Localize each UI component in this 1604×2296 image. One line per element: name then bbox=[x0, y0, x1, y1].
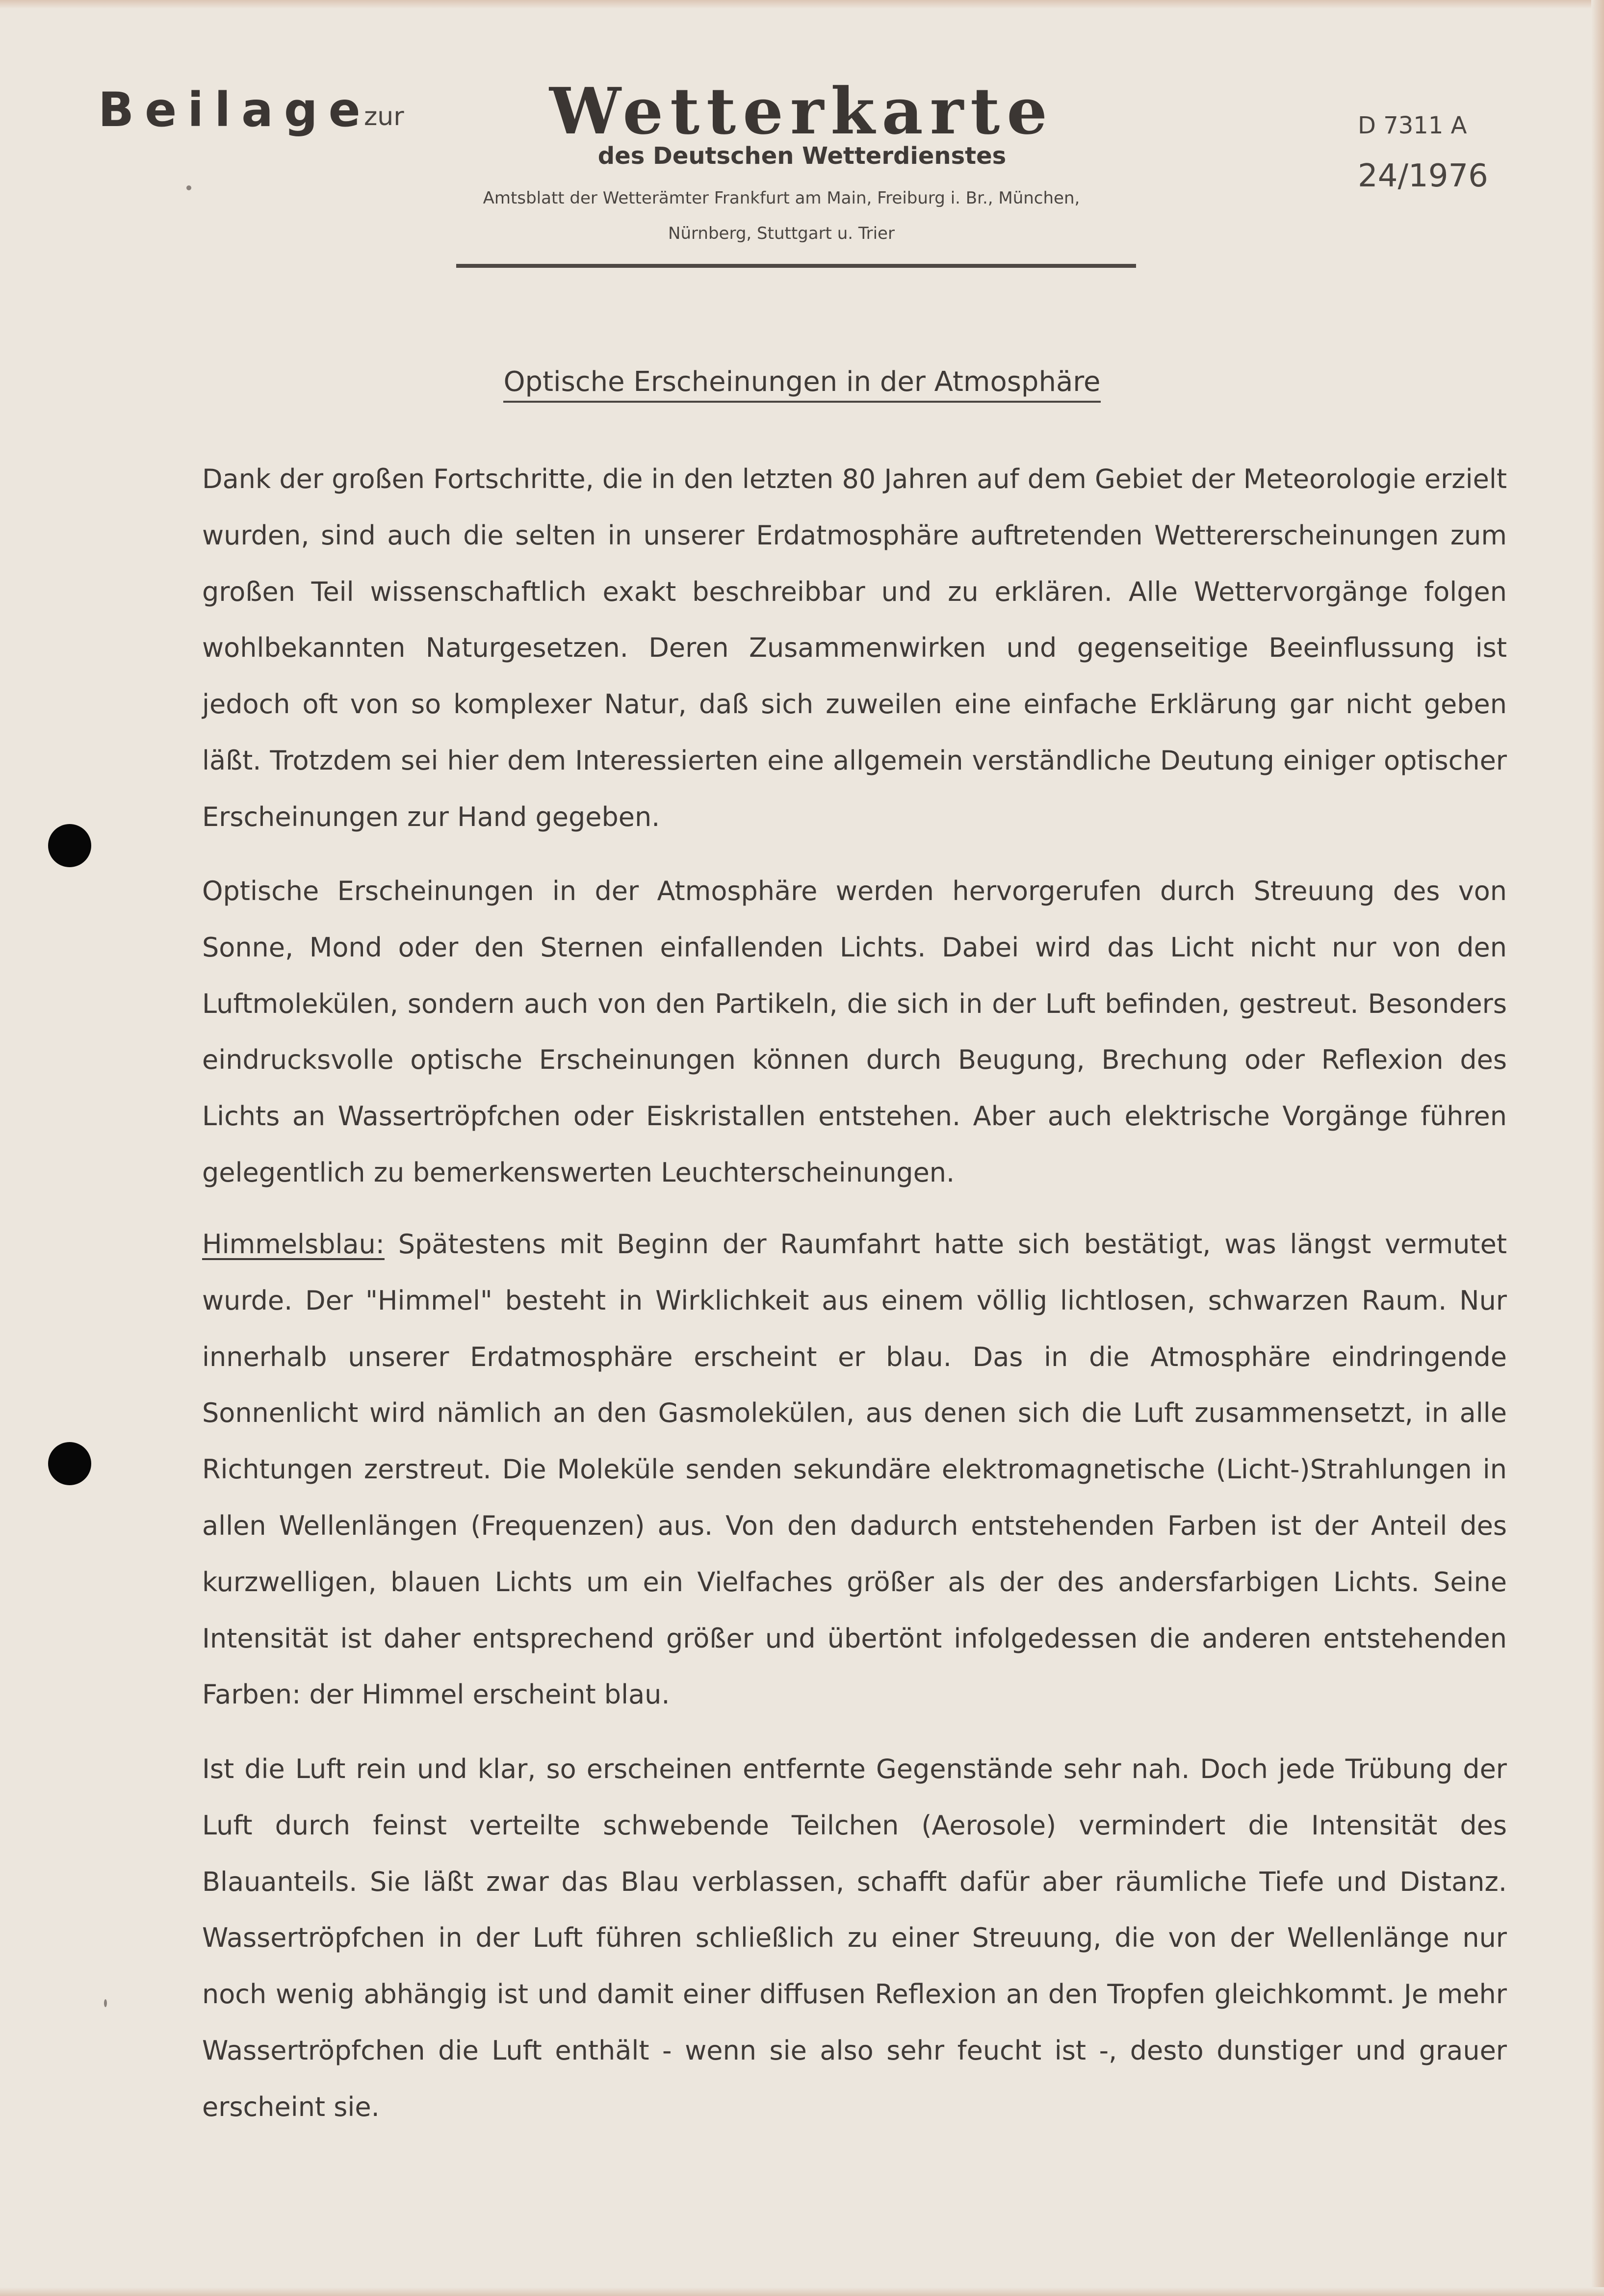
paragraph-sky-blue-text: Spätestens mit Beginn der Raumfahrt hatte sich bestätigt, was längst vermutet wurde. Der "Himmel" besteht in Wirklichkeit aus einem völlig lichtlosen, schwarzen Raum. Nur innerhalb unserer Erdatmosphäre erscheint er blau. Das in die Atmosphäre eindringende Sonnenlicht wird nämlich an den Gasmolekülen, aus denen sich die Luft zusammensetzt, in alle Richtungen zerstreut. Die Moleküle senden sekundäre elektromagnetische (Licht-)Strahlungen in allen Wellenlängen (Frequenzen) aus. Von den dadurch entstehenden Farben ist der Anteil des kurzwelligen, blauen Lichts um ein Vielfaches größer als der des andersfarbigen Lichts. Seine Intensität ist daher entsprechend größer und übertönt infolgedessen die anderen entstehenden Farben: der Himmel erscheint blau. bbox=[202, 1229, 1507, 1710]
paper-edge-bottom bbox=[0, 2287, 1604, 2296]
issue-number: 24/1976 bbox=[1358, 158, 1488, 194]
paper-edge-top bbox=[0, 0, 1604, 9]
article-title bbox=[0, 366, 1604, 398]
section-term-himmelsblau: Himmelsblau: bbox=[202, 1229, 385, 1260]
supplement-label: Beilage bbox=[98, 82, 371, 137]
publication-subtitle: des Deutschen Wetterdienstes bbox=[597, 142, 1007, 170]
paper-mark bbox=[104, 1999, 107, 2007]
article-title-text: Optische Erscheinungen in der Atmosphäre bbox=[503, 366, 1100, 403]
paragraph-haze: Ist die Luft rein und klar, so erscheinen entfernte Gegenstände sehr nah. Doch jede Trübung der Luft durch feinst verteilte schwebende Teilchen (Aerosole) vermindert die Intensität des Blauanteils. Sie läßt zwar das Blau verblassen, schafft dafür aber räumliche Tiefe und Distanz. Wassertröpfchen in der Luft führen schließlich zu einer Streuung, die von der Wellenlänge nur noch wenig abhängig ist und damit einer diffusen Reflexion an den Tropfen gleichkommt. Je mehr Wassertröpfchen die Luft enthält - wenn sie also sehr feucht ist -, desto dunstiger und grauer erscheint sie. bbox=[202, 1754, 1507, 2122]
paper-speck bbox=[186, 185, 191, 190]
supplement-connector: zur bbox=[364, 102, 404, 131]
paragraph-sky-blue bbox=[202, 1216, 1507, 1723]
publisher-note-line-1: Amtsblatt der Wetterämter Frankfurt am Main, Freiburg i. Br., München, bbox=[483, 188, 1080, 208]
paragraph-intro: Dank der großen Fortschritte, die in den letzten 80 Jahren auf dem Gebiet der Meteorologie erzielt wurden, sind auch die selten in unserer Erdatmosphäre auftretenden Wettererscheinungen zum großen Teil wissenschaftlich exakt beschreibbar und zu erklären. Alle Wettervorgänge folgen wohlbekannten Naturgesetzen. Deren Zusammenwirken und gegenseitige Beeinflussung ist jedoch oft von so komplexer Natur, daß sich zuweilen eine einfache Erklärung gar nicht geben läßt. Trotzdem sei hier dem Interessierten eine allgemein verständliche Deutung einiger optischer Erscheinungen zur Hand gegeben. bbox=[202, 464, 1507, 832]
punch-hole-bottom bbox=[48, 1442, 91, 1485]
publisher-note bbox=[460, 181, 1103, 251]
publication-title: Wetterkarte bbox=[549, 74, 1054, 149]
paragraph-optical-phenomena: Optische Erscheinungen in der Atmosphäre werden hervorgerufen durch Streuung des von Sonne, Mond oder den Sternen einfallenden Lichts. Dabei wird das Licht nicht nur von den Luftmolekülen, sondern auch von den Partikeln, die sich in der Luft befinden, gestreut. Besonders eindrucksvolle optische Erscheinungen können durch Beugung, Brechung oder Reflexion des Lichts an Wassertröpfchen oder Eiskristallen entstehen. Aber auch elektrische Vorgänge führen gelegentlich zu bemerkenswerten Leuchterscheinungen. bbox=[202, 876, 1507, 1188]
punch-hole-top bbox=[48, 824, 91, 867]
header-divider bbox=[456, 264, 1136, 268]
document-code: D 7311 A bbox=[1358, 112, 1467, 139]
publisher-note-line-2: Nürnberg, Stuttgart u. Trier bbox=[668, 224, 895, 243]
paper-edge-right bbox=[1591, 0, 1604, 2296]
